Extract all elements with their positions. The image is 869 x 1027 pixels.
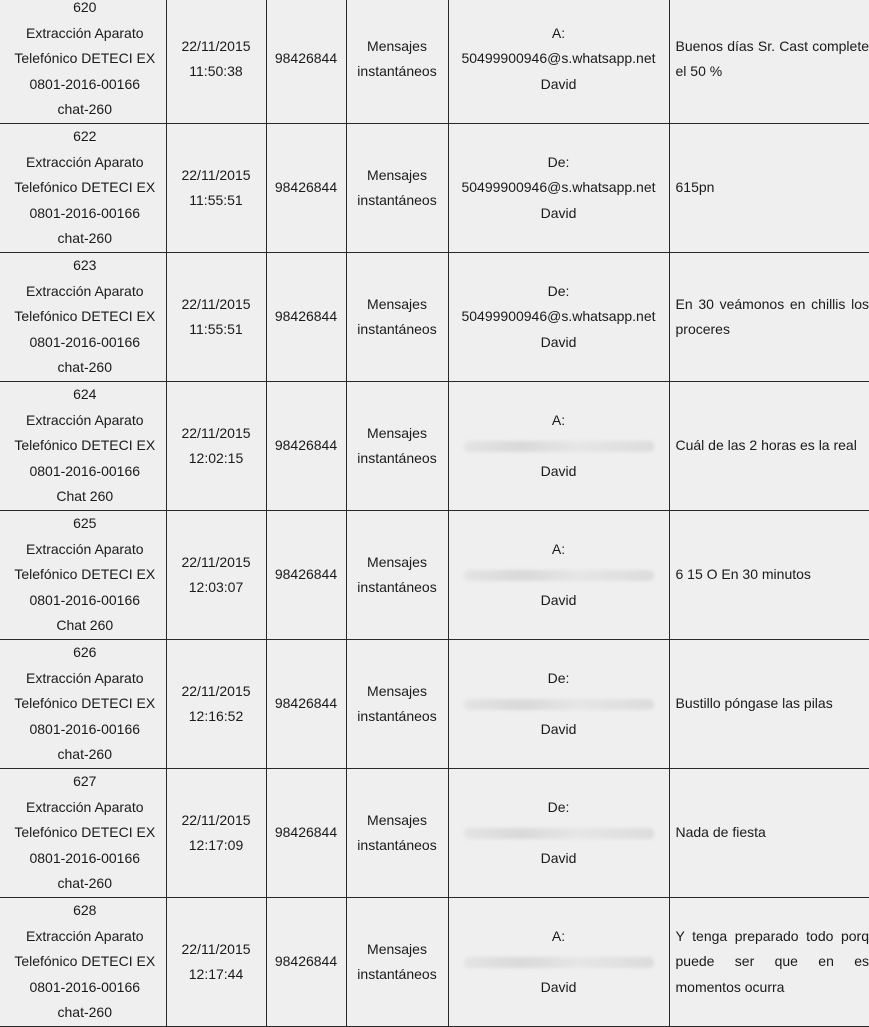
- party-address-line: [451, 820, 667, 846]
- type-line-2: instantáneos: [349, 704, 446, 730]
- type-line-2: instantáneos: [349, 575, 446, 601]
- phone-cell: [266, 253, 346, 382]
- party-cell: [448, 382, 669, 511]
- source-line-1: Extracción Aparato: [6, 279, 164, 305]
- source-line-2: Telefónico DETECI EX: [6, 46, 164, 72]
- datetime-cell: [166, 0, 266, 124]
- table-row: [0, 253, 869, 382]
- party-name: David: [451, 330, 667, 356]
- phone-number: 98426844: [275, 179, 337, 195]
- direction-label: De:: [451, 795, 667, 821]
- type-line-1: Mensajes: [349, 550, 446, 576]
- party-cell: [448, 253, 669, 382]
- type-line-2: instantáneos: [349, 833, 446, 859]
- party-name: David: [451, 717, 667, 743]
- party-name: David: [451, 588, 667, 614]
- source-line-2: Telefónico DETECI EX: [6, 949, 164, 975]
- phone-cell: [266, 769, 346, 898]
- date: 22/11/2015: [169, 421, 264, 447]
- case-number: 0801-2016-00166: [6, 330, 164, 356]
- party-name: David: [451, 201, 667, 227]
- direction-label: A:: [451, 537, 667, 563]
- message-cell: [669, 124, 869, 253]
- party-cell: [448, 511, 669, 640]
- chat-id: Chat 260: [6, 484, 164, 510]
- source-line-2: Telefónico DETECI EX: [6, 691, 164, 717]
- message-text: En 30 veámonos en chillis los proceres: [676, 292, 869, 343]
- type-cell: [346, 769, 448, 898]
- phone-cell: [266, 511, 346, 640]
- chat-id: chat-260: [6, 871, 164, 897]
- type-line-1: Mensajes: [349, 163, 446, 189]
- type-cell: [346, 124, 448, 253]
- item-number: 624: [6, 382, 164, 408]
- source-line-2: Telefónico DETECI EX: [6, 562, 164, 588]
- item-number: 622: [6, 124, 164, 150]
- direction-label: A:: [451, 408, 667, 434]
- table-row: [0, 511, 869, 640]
- type-cell: [346, 640, 448, 769]
- message-cell: [669, 253, 869, 382]
- message-cell: [669, 769, 869, 898]
- datetime-cell: [166, 382, 266, 511]
- time: 12:17:09: [169, 833, 264, 859]
- chat-id: chat-260: [6, 1000, 164, 1026]
- table-row: [0, 898, 869, 1027]
- time: 12:03:07: [169, 575, 264, 601]
- type-cell: [346, 898, 448, 1027]
- item-number: 620: [6, 0, 164, 21]
- datetime-cell: [166, 640, 266, 769]
- type-line-1: Mensajes: [349, 34, 446, 60]
- type-line-2: instantáneos: [349, 59, 446, 85]
- case-number: 0801-2016-00166: [6, 975, 164, 1001]
- date: 22/11/2015: [169, 808, 264, 834]
- source-cell: [0, 0, 166, 124]
- direction-label: De:: [451, 150, 667, 176]
- source-line-1: Extracción Aparato: [6, 924, 164, 950]
- source-cell: [0, 382, 166, 511]
- type-line-1: Mensajes: [349, 937, 446, 963]
- source-line-2: Telefónico DETECI EX: [6, 820, 164, 846]
- item-number: 626: [6, 640, 164, 666]
- party-name: David: [451, 459, 667, 485]
- redacted-address: [464, 699, 654, 710]
- datetime-cell: [166, 511, 266, 640]
- date: 22/11/2015: [169, 34, 264, 60]
- table-row: [0, 124, 869, 253]
- time: 12:16:52: [169, 704, 264, 730]
- source-line-1: Extracción Aparato: [6, 408, 164, 434]
- party-address-line: [451, 691, 667, 717]
- direction-label: De:: [451, 666, 667, 692]
- message-text: Cuál de las 2 horas es la real: [676, 433, 869, 459]
- direction-label: De:: [451, 279, 667, 305]
- type-line-1: Mensajes: [349, 292, 446, 318]
- source-line-1: Extracción Aparato: [6, 150, 164, 176]
- source-line-2: Telefónico DETECI EX: [6, 433, 164, 459]
- datetime-cell: [166, 124, 266, 253]
- party-address-line: [451, 433, 667, 459]
- phone-number: 98426844: [275, 695, 337, 711]
- table-row: [0, 0, 869, 124]
- item-number: 628: [6, 898, 164, 924]
- chat-id: chat-260: [6, 97, 164, 123]
- type-cell: [346, 0, 448, 124]
- party-cell: [448, 640, 669, 769]
- source-cell: [0, 640, 166, 769]
- type-cell: [346, 382, 448, 511]
- direction-label: A:: [451, 924, 667, 950]
- message-text: Bustillo póngase las pilas: [676, 691, 869, 717]
- party-address-line: [451, 175, 667, 201]
- message-text: Nada de fiesta: [676, 820, 869, 846]
- message-text: 6 15 O En 30 minutos: [676, 562, 869, 588]
- datetime-cell: [166, 898, 266, 1027]
- source-line-1: Extracción Aparato: [6, 537, 164, 563]
- type-line-2: instantáneos: [349, 317, 446, 343]
- redacted-address: [464, 828, 654, 839]
- redacted-address: [464, 957, 654, 968]
- redacted-address: [464, 570, 654, 581]
- source-line-2: Telefónico DETECI EX: [6, 304, 164, 330]
- datetime-cell: [166, 769, 266, 898]
- type-line-1: Mensajes: [349, 679, 446, 705]
- time: 11:55:51: [169, 188, 264, 214]
- source-cell: [0, 253, 166, 382]
- source-line-1: Extracción Aparato: [6, 21, 164, 47]
- phone-number: 98426844: [275, 437, 337, 453]
- redacted-address: [464, 441, 654, 452]
- party-name: David: [451, 975, 667, 1001]
- type-cell: [346, 511, 448, 640]
- time: 11:50:38: [169, 59, 264, 85]
- case-number: 0801-2016-00166: [6, 72, 164, 98]
- table-row: [0, 382, 869, 511]
- phone-number: 98426844: [275, 50, 337, 66]
- party-cell: [448, 124, 669, 253]
- phone-cell: [266, 124, 346, 253]
- phone-number: 98426844: [275, 308, 337, 324]
- chat-id: Chat 260: [6, 613, 164, 639]
- case-number: 0801-2016-00166: [6, 846, 164, 872]
- message-cell: [669, 898, 869, 1027]
- case-number: 0801-2016-00166: [6, 459, 164, 485]
- time: 12:17:44: [169, 962, 264, 988]
- type-line-1: Mensajes: [349, 421, 446, 447]
- message-cell: [669, 0, 869, 124]
- type-line-2: instantáneos: [349, 188, 446, 214]
- type-cell: [346, 253, 448, 382]
- chat-id: chat-260: [6, 226, 164, 252]
- source-cell: [0, 124, 166, 253]
- phone-cell: [266, 640, 346, 769]
- source-line-1: Extracción Aparato: [6, 666, 164, 692]
- datetime-cell: [166, 253, 266, 382]
- party-address: 50499900946@s.whatsapp.net: [461, 179, 655, 195]
- direction-label: A:: [451, 21, 667, 47]
- source-line-2: Telefónico DETECI EX: [6, 175, 164, 201]
- phone-number: 98426844: [275, 953, 337, 969]
- table-row: [0, 769, 869, 898]
- case-number: 0801-2016-00166: [6, 588, 164, 614]
- phone-cell: [266, 382, 346, 511]
- phone-cell: [266, 0, 346, 124]
- phone-number: 98426844: [275, 566, 337, 582]
- message-text: Y tenga preparado todo porq puede ser que en es momentos ocurra: [676, 924, 869, 1001]
- party-address-line: [451, 304, 667, 330]
- message-cell: [669, 640, 869, 769]
- date: 22/11/2015: [169, 550, 264, 576]
- phone-cell: [266, 898, 346, 1027]
- item-number: 627: [6, 769, 164, 795]
- source-cell: [0, 511, 166, 640]
- party-address: 50499900946@s.whatsapp.net: [461, 308, 655, 324]
- date: 22/11/2015: [169, 679, 264, 705]
- party-address-line: [451, 562, 667, 588]
- phone-number: 98426844: [275, 824, 337, 840]
- type-line-2: instantáneos: [349, 962, 446, 988]
- message-cell: [669, 382, 869, 511]
- date: 22/11/2015: [169, 937, 264, 963]
- party-name: David: [451, 72, 667, 98]
- party-address-line: [451, 46, 667, 72]
- table-row: [0, 640, 869, 769]
- party-address: 50499900946@s.whatsapp.net: [461, 50, 655, 66]
- party-cell: [448, 898, 669, 1027]
- message-text: Buenos días Sr. Cast complete el 50 %: [676, 34, 869, 85]
- party-name: David: [451, 846, 667, 872]
- time: 12:02:15: [169, 446, 264, 472]
- case-number: 0801-2016-00166: [6, 201, 164, 227]
- party-cell: [448, 0, 669, 124]
- time: 11:55:51: [169, 317, 264, 343]
- item-number: 623: [6, 253, 164, 279]
- chat-id: chat-260: [6, 742, 164, 768]
- date: 22/11/2015: [169, 163, 264, 189]
- message-text: 615pn: [676, 175, 869, 201]
- chat-id: chat-260: [6, 355, 164, 381]
- message-cell: [669, 511, 869, 640]
- source-cell: [0, 769, 166, 898]
- date: 22/11/2015: [169, 292, 264, 318]
- source-cell: [0, 898, 166, 1027]
- type-line-2: instantáneos: [349, 446, 446, 472]
- source-line-1: Extracción Aparato: [6, 795, 164, 821]
- item-number: 625: [6, 511, 164, 537]
- case-number: 0801-2016-00166: [6, 717, 164, 743]
- party-cell: [448, 769, 669, 898]
- party-address-line: [451, 949, 667, 975]
- type-line-1: Mensajes: [349, 808, 446, 834]
